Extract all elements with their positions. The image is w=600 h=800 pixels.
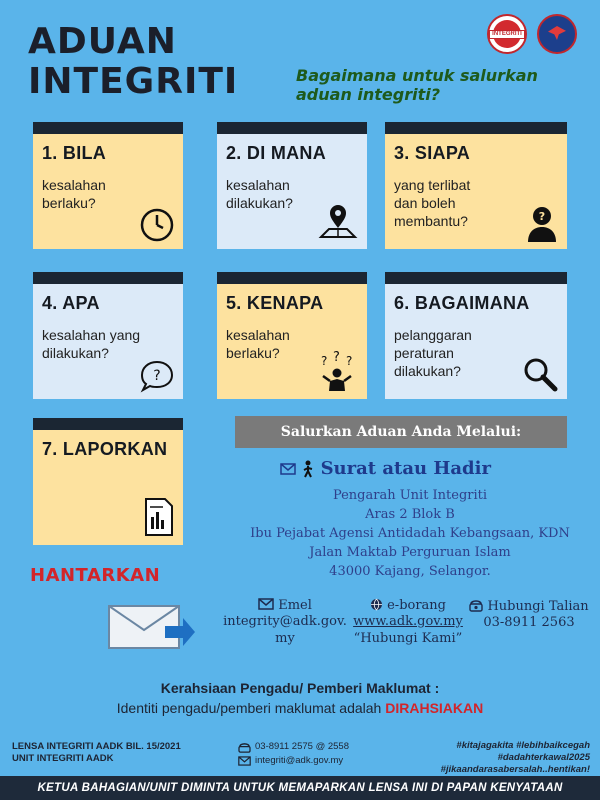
svg-text:?: ? (333, 351, 340, 365)
card-apa (33, 272, 183, 399)
mail-icon (238, 756, 251, 766)
eborang-link[interactable]: www.adk.gov.my (353, 614, 463, 629)
confused-person-icon (315, 351, 359, 393)
confidentiality-heading: Kerahsiaan Pengadu/ Pemberi Maklumat : (160, 680, 440, 696)
card-title: 3. SIAPA (394, 143, 471, 163)
confidentiality-body: Identiti pengadu/pemberi maklumat adalah (116, 700, 382, 716)
phone-icon (469, 598, 483, 612)
confidentiality-note (0, 680, 600, 716)
svg-text:?: ? (153, 368, 161, 384)
speech-question-icon (139, 359, 175, 393)
page-title (28, 22, 288, 102)
subtitle (296, 66, 566, 104)
magnifier-icon (521, 355, 559, 393)
subtitle-line-2: aduan integriti? (296, 85, 441, 104)
subtitle-line-1: Bagaimana untuk salurkan (296, 66, 538, 85)
card-di-mana (217, 122, 367, 249)
confidentiality-highlight: DIRAHSIAKAN (385, 700, 484, 716)
address-block (240, 486, 580, 581)
person-question-icon (525, 205, 559, 243)
map-pin-icon (317, 201, 359, 243)
card-desc: yang terlibat dan boleh membantu? (394, 177, 471, 229)
card-title: 6. BAGAIMANA (394, 293, 530, 313)
aadk-logo (537, 14, 577, 54)
hashtag-line: #jikaandarasabersalah..hentikan! (440, 764, 590, 775)
clock-icon (139, 207, 175, 243)
channel-telefon (466, 598, 592, 631)
emel-value-1[interactable]: integrity@adk.gov. (223, 614, 347, 629)
title-line-1: ADUAN (28, 21, 177, 62)
footer-email[interactable]: integriti@adk.gov.my (255, 755, 344, 766)
send-envelope-icon (107, 604, 197, 652)
eborang-label: e-borang (387, 598, 447, 613)
globe-icon (370, 598, 383, 611)
surat-heading-text: Surat atau Hadir (320, 458, 491, 479)
footer-issue-line: LENSA INTEGRITI AADK BIL. 15/2021 (12, 741, 181, 752)
footer-contact (238, 740, 418, 768)
hashtag-line: #kitajagakita #lebihbaikcegah (456, 740, 590, 751)
card-title: 4. APA (42, 293, 100, 313)
footer-issue-line: UNIT INTEGRITI AADK (12, 753, 114, 764)
card-title: 1. BILA (42, 143, 107, 163)
card-siapa (385, 122, 567, 249)
address-line: Jalan Maktab Perguruan Islam (309, 545, 511, 560)
channel-emel (222, 598, 348, 647)
card-laporkan (33, 418, 183, 545)
tel-value[interactable]: 03-8911 2563 (483, 615, 575, 630)
walking-person-icon (302, 460, 314, 478)
footer-hashtags (420, 740, 590, 776)
emel-value-2[interactable]: my (275, 631, 295, 646)
eborang-hint: “Hubungi Kami” (353, 631, 463, 646)
card-desc: kesalahan yang dilakukan? (42, 327, 141, 361)
channel-eborang (350, 598, 466, 647)
card-title: 2. DI MANA (226, 143, 327, 163)
svg-text:?: ? (538, 210, 546, 223)
card-desc: kesalahan berlaku? (42, 177, 106, 211)
address-line: Pengarah Unit Integriti (332, 488, 488, 503)
channels-banner: Salurkan Aduan Anda Melalui: (235, 416, 567, 448)
emel-label: Emel (278, 598, 312, 613)
card-kenapa (217, 272, 367, 399)
report-document-icon (143, 497, 175, 537)
svg-text:?: ? (346, 354, 353, 368)
svg-text:?: ? (321, 354, 328, 368)
card-desc: pelanggaran peraturan dilakukan? (394, 327, 472, 379)
hantarkan-heading: HANTARKAN (30, 565, 161, 586)
address-line: 43000 Kajang, Selangor. (329, 564, 491, 579)
card-bila (33, 122, 183, 249)
tel-label: Hubungi Talian (487, 599, 589, 614)
confidentiality-text (0, 700, 600, 716)
surat-heading (280, 458, 580, 484)
footer-phone[interactable]: 03-8911 2575 @ 2558 (255, 741, 349, 752)
integriti-logo-text: INTEGRITI (489, 30, 525, 39)
title-line-2: INTEGRITI (28, 61, 239, 102)
address-line: Ibu Pejabat Agensi Antidadah Kebangsaan, KDN (250, 526, 570, 541)
integriti-logo (487, 14, 527, 54)
card-bagaimana (385, 272, 567, 399)
phone-icon (238, 742, 251, 753)
hashtag-line: #dadahterkawal2025 (497, 752, 590, 763)
mail-icon (280, 463, 296, 475)
card-desc: kesalahan dilakukan? (226, 177, 293, 211)
bottom-notice: KETUA BAHAGIAN/UNIT DIMINTA UNTUK MEMAPARKAN LENSA INI DI PAPAN KENYATAAN (0, 776, 600, 800)
footer-issue (12, 741, 252, 765)
card-title: 5. KENAPA (226, 293, 324, 313)
mail-icon (258, 598, 274, 610)
address-line: Aras 2 Blok B (365, 507, 455, 522)
card-desc: kesalahan berlaku? (226, 327, 290, 361)
card-title: 7. LAPORKAN (42, 439, 168, 459)
